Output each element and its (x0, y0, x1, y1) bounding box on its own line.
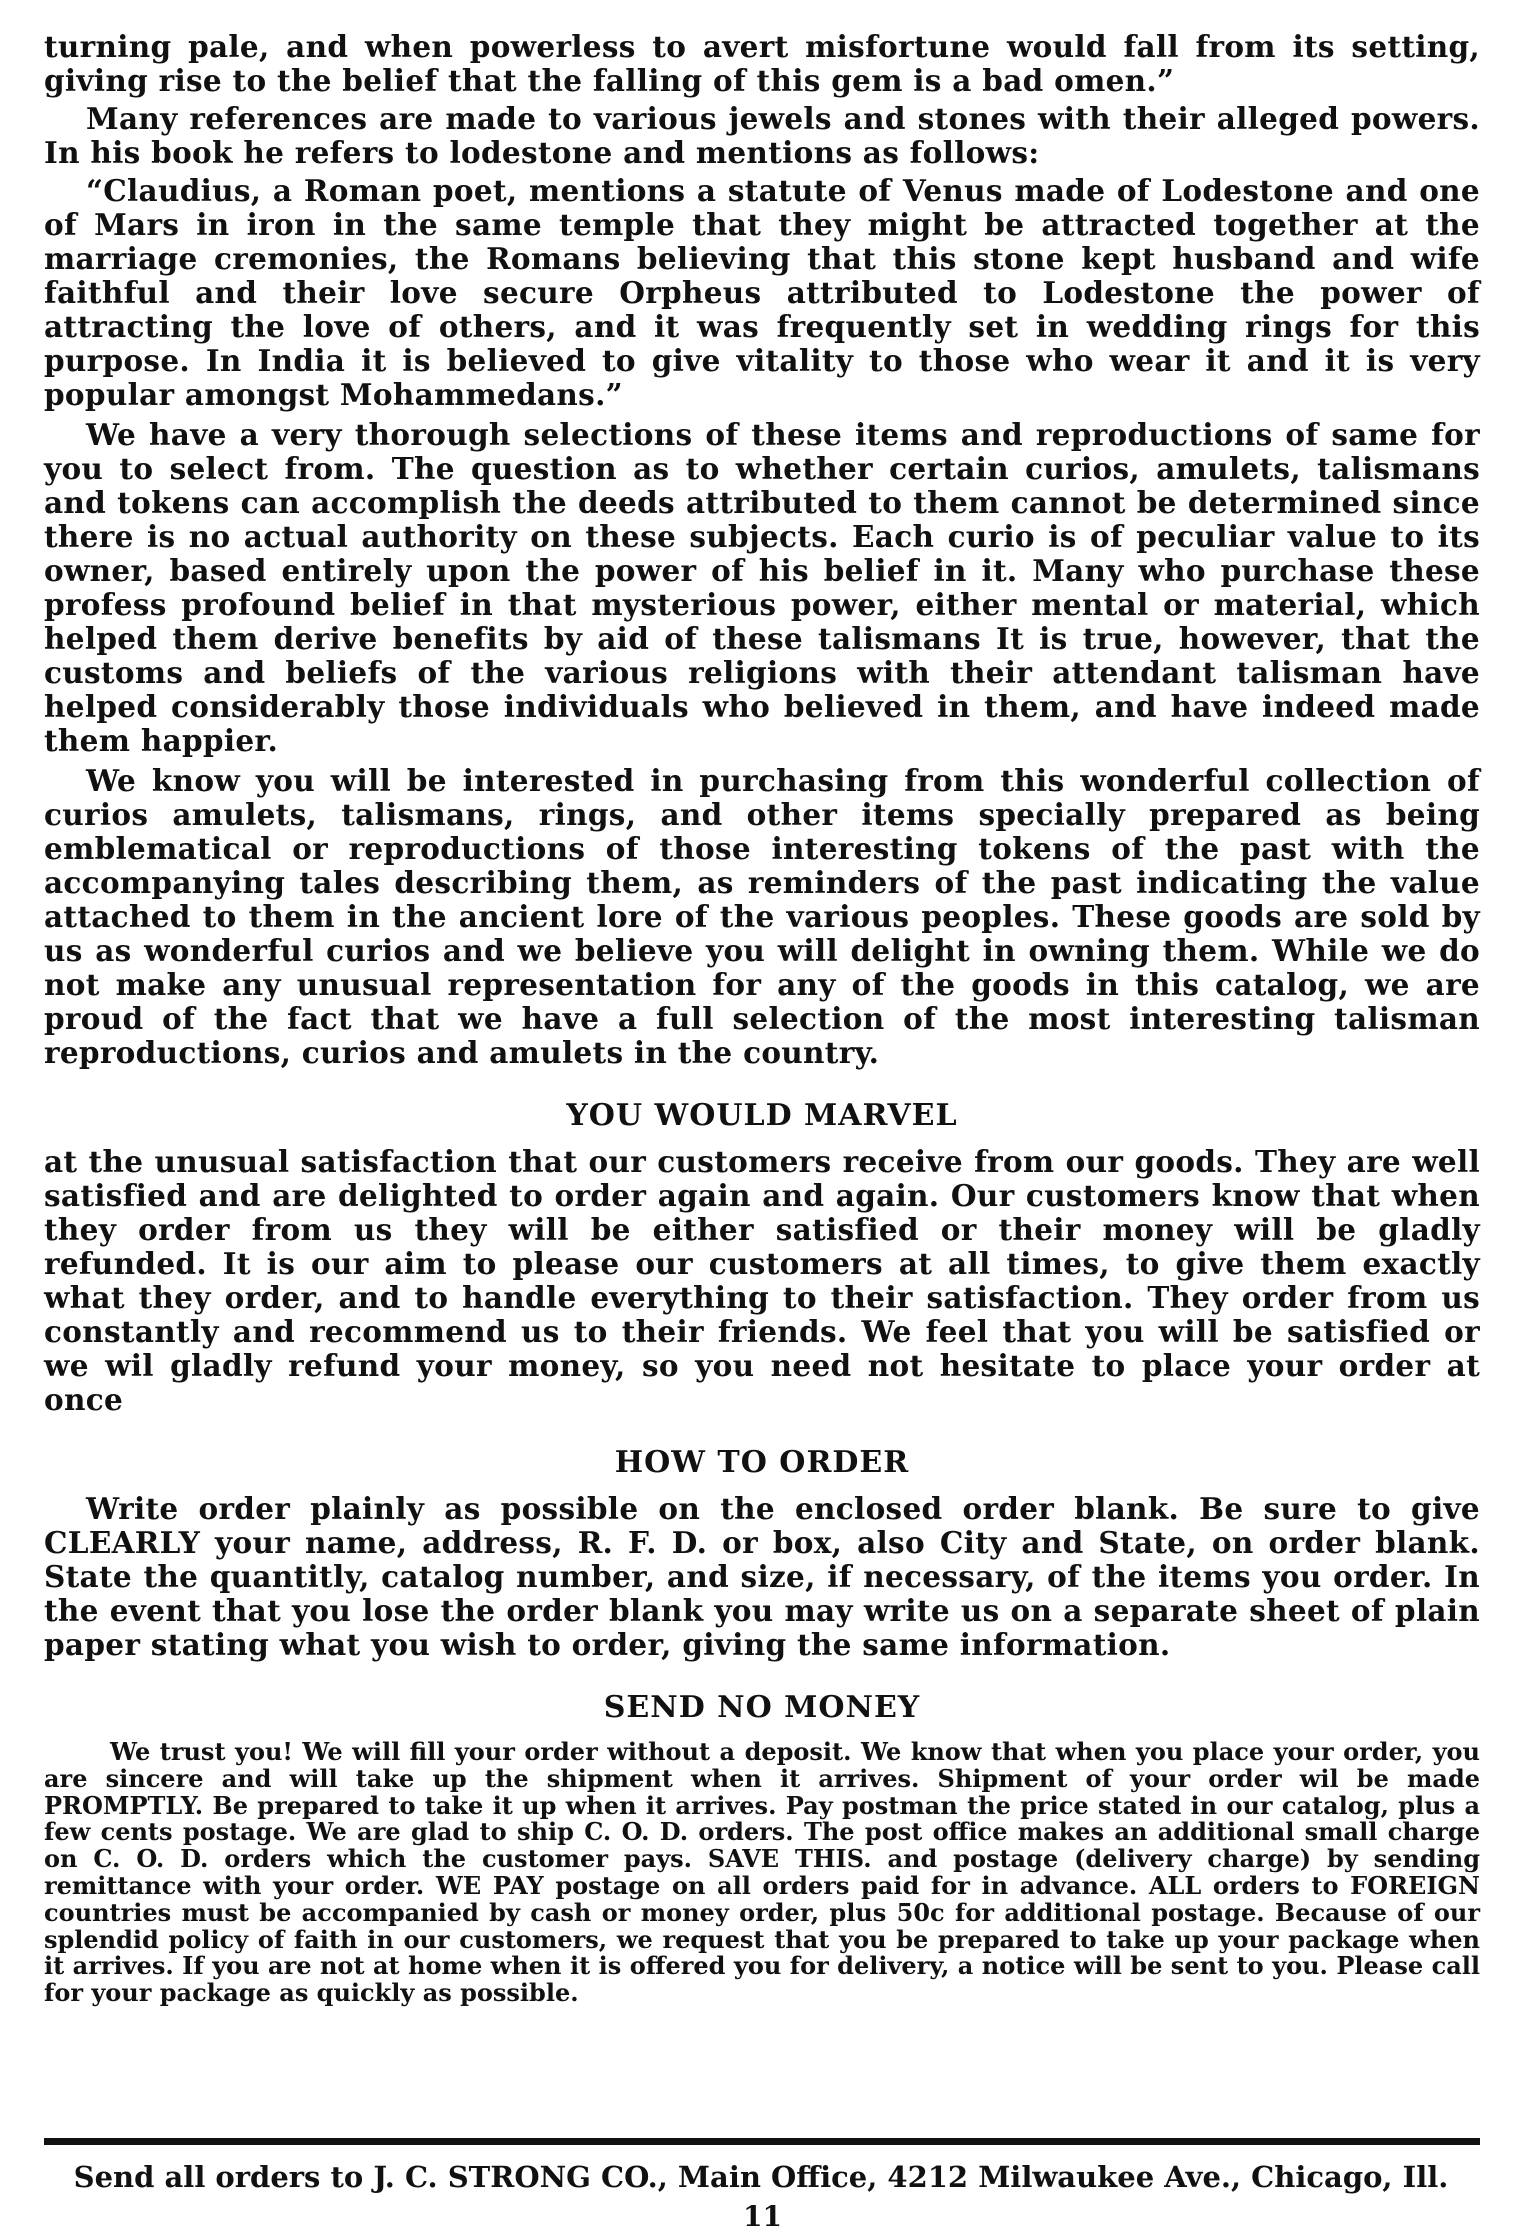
footer-divider (44, 2138, 1480, 2145)
paragraph-jewels-references: Many references are made to various jewels and stones with their alleged powers. In his book he refers to lodestone and mentions as follows: (44, 101, 1480, 170)
paragraph-marvel: at the unusual satisfaction that our customers receive from our goods. They are well satisfied and are delighted to order again and again. Our customers know that when they order from us they will be either satisfied or their money will be gladly refunded. It is our aim to please our customers at all times, to give them exactly what they order, and to handle everything to their satisfaction. They order from us constantly and recommend us to their friends. We feel that you will be satisfied or we wil gladly refund your money, so you need not hesitate to place your order at once (44, 1144, 1480, 1417)
article-body (44, 30, 1480, 2007)
page-number: 11 (743, 2200, 782, 2233)
paragraph-send-no-money: We trust you! We will fill your order without a deposit. We know that when you place your order, you are sincere and will take up the shipment when it arrives. Shipment of your order wil be made PROMPTLY. Be prepared to take it up when it arrives. Pay postman the price stated in our catalog, plus a few cents postage. We are glad to ship C. O. D. orders. The post office makes an additional small charge on C. O. D. orders which the customer pays. SAVE THIS. and postage (delivery charge) by sending remittance with your order. WE PAY postage on all orders paid for in advance. ALL orders to FOREIGN countries must be accompanied by cash or money order, plus 50c for additional postage. Because of our splendid policy of faith in our customers, we request that you be prepared to take up your package when it arrives. If you are not at home when it is offered you for delivery, a notice will be sent to you. Please call for your package as quickly as possible. (44, 1737, 1480, 2008)
heading-send-no-money: SEND NO MONEY (603, 1690, 921, 1725)
footer-address: Send all orders to J. C. STRONG CO., Main Office, 4212 Milwaukee Ave., Chicago, Ill. (73, 2160, 1449, 2194)
paragraph-how-to-order: Write order plainly as possible on the enclosed order blank. Be sure to give CLEARLY your name, address, R. F. D. or box, also City and State, on order blank. State the quantitly, catalog number, and size, if necessary, of the items you order. In the event that you lose the order blank you may write us on a separate sheet of plain paper stating what you wish to order, giving the same information. (44, 1491, 1480, 1662)
paragraph-lodestone-quote: “Claudius, a Roman poet, mentions a statute of Venus made of Lodestone and one of Mars in iron in the same temple that they might be attracted together at the marriage cremonies, the Romans believing that this stone kept husband and wife faithful and their love secure Orpheus attributed to Lodestone the power of attracting the love of others, and it was frequently set in wedding rings for this purpose. In India it is believed to give vitality to those who wear it and it is very popular amongst Mohammedans.” (44, 173, 1480, 412)
heading-how-to-order: HOW TO ORDER (614, 1445, 910, 1480)
paragraph-collection: We know you will be interested in purchasing from this wonderful collection of curios amulets, talismans, rings, and other items specially prepared as being emblematical or reproductions of those interesting tokens of the past with the accompanying tales describing them, as reminders of the past indicating the value attached to them in the ancient lore of the various peoples. These goods are sold by us as wonderful curios and we believe you will delight in owning them. While we do not make any unusual representation for any of the goods in this catalog, we are proud of the fact that we have a full selection of the most interesting talisman reproductions, curios and amulets in the country. (44, 763, 1480, 1070)
heading-you-would-marvel: YOU WOULD MARVEL (566, 1098, 958, 1133)
paragraph-selections: We have a very thorough selections of these items and reproductions of same for you to select from. The question as to whether certain curios, amulets, talismans and tokens can accomplish the deeds attributed to them cannot be determined since there is no actual authority on these subjects. Each curio is of peculiar value to its owner, based entirely upon the power of his belief in it. Many who purchase these profess profound belief in that mysterious power, either mental or material, which helped them derive benefits by aid of these talismans It is true, however, that the customs and beliefs of the various religions with their attendant talisman have helped considerably those individuals who believed in them, and have indeed made them happier. (44, 417, 1480, 758)
paragraph-gem-omen: turning pale, and when powerless to avert misfortune would fall from its setting, giving rise to the belief that the falling of this gem is a bad omen.” (44, 29, 1480, 98)
